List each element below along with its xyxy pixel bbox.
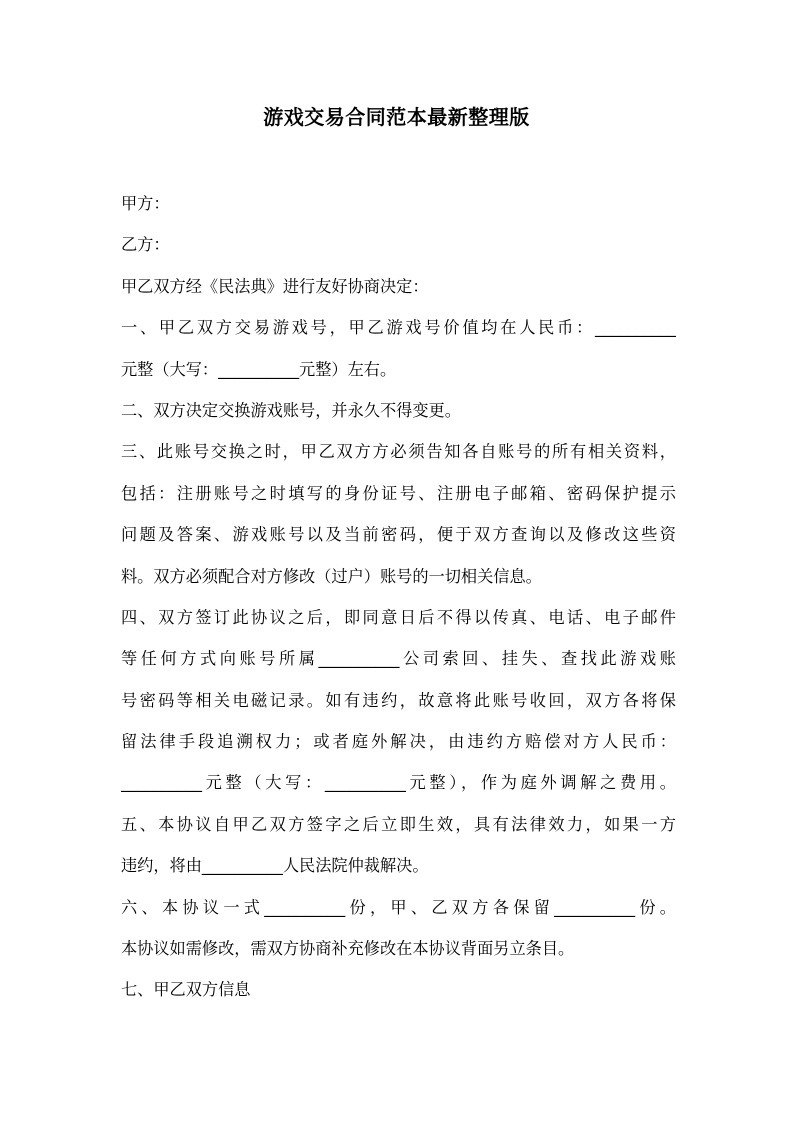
document-body: [121, 183, 676, 1011]
clause-4-line-5: __________元整（大写：__________元整），作为庭外调解之费用。: [121, 773, 676, 793]
clause-7-line-1: 七、甲乙双方信息: [121, 980, 251, 1000]
clause-3-line-1: 三、此账号交换之时，甲乙双方方必须告知各自账号的所有相关资料，: [121, 442, 676, 462]
clause-1-line-2: 元整（大写：__________元整）左右。: [121, 359, 397, 379]
clause-4-line-4: 留法律手段追溯权力；或者庭外解决，由违约方赔偿对方人民币：: [121, 732, 676, 752]
clause-2-line-1: 二、双方决定交换游戏账号，并永久不得变更。: [121, 400, 461, 420]
clause-4-line-2: 等任何方式向账号所属__________公司索回、挂失、查找此游戏账: [121, 649, 676, 669]
intro-line: 甲乙双方经《民法典》进行友好协商决定：: [121, 276, 429, 296]
clause-1-line-1: 一、甲乙双方交易游戏号，甲乙游戏号价值均在人民币：__________: [121, 318, 676, 338]
clause-5-line-2: 违约，将由__________人民法院仲裁解决。: [121, 856, 429, 876]
party-b-line: 乙方：: [121, 235, 170, 255]
clause-6-line-1: 六、本协议一式__________份，甲、乙双方各保留__________份。: [121, 897, 676, 917]
clause-3-line-2: 包括：注册账号之时填写的身份证号、注册电子邮箱、密码保护提示: [121, 483, 676, 503]
clause-6-line-2: 本协议如需修改，需双方协商补充修改在本协议背面另立条目。: [121, 939, 575, 959]
party-a-line: 甲方：: [121, 194, 170, 213]
clause-3-line-4: 料。双方必须配合对方修改（过户）账号的一切相关信息。: [121, 566, 542, 586]
clause-3-line-3: 问题及答案、游戏账号以及当前密码，便于双方查询以及修改这些资: [121, 525, 676, 545]
clause-4-line-1: 四、双方签订此协议之后，即同意日后不得以传真、电话、电子邮件: [121, 607, 676, 627]
clause-4-line-3: 号密码等相关电磁记录。如有违约，故意将此账号收回，双方各将保: [121, 690, 676, 710]
clause-5-line-1: 五、本协议自甲乙双方签字之后立即生效，具有法律效力，如果一方: [121, 814, 676, 834]
document-title: 游戏交易合同范本最新整理版: [263, 105, 530, 129]
